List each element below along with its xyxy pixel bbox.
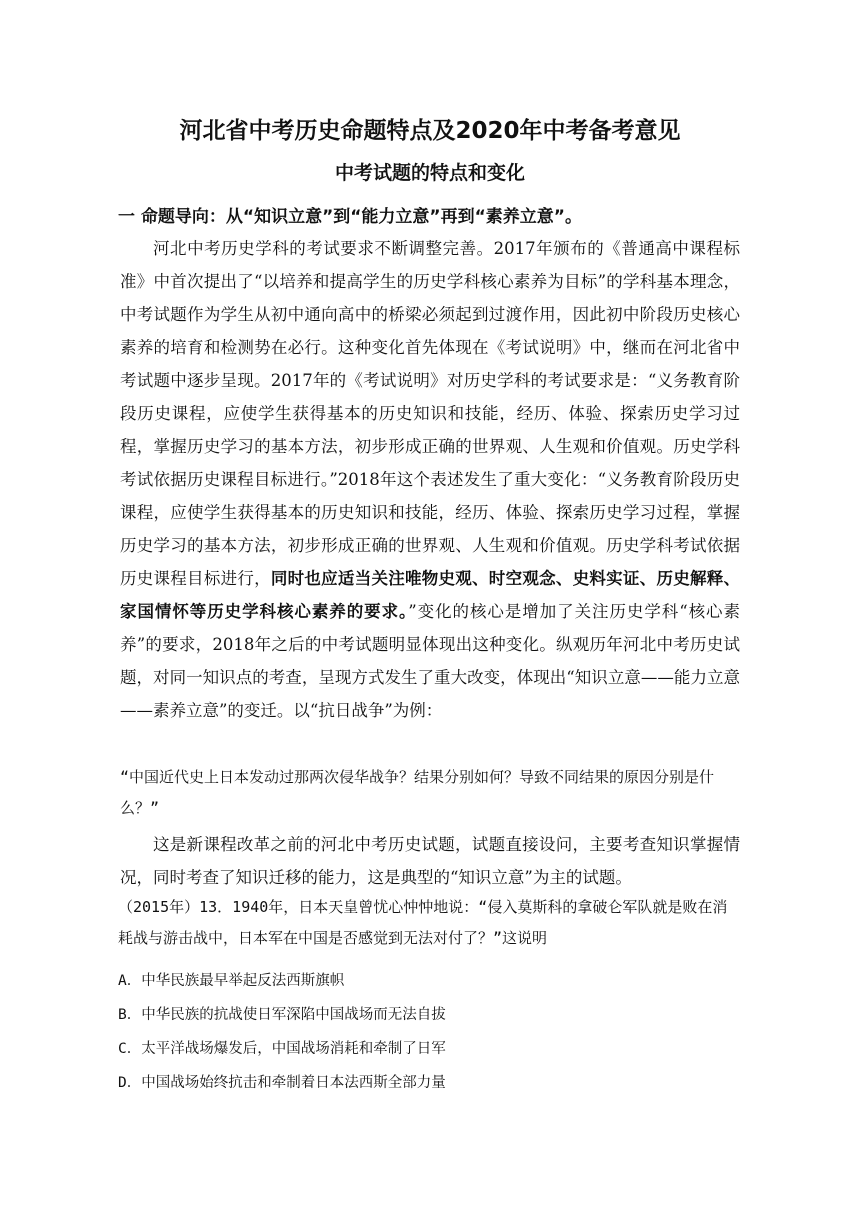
body-paragraph-2: 这是新课程改革之前的河北中考历史试题，试题直接设问，主要考查知识掌握情况，同时考查了知识迁移的能力，这是典型的“知识立意”为主的试题。 (120, 835, 740, 887)
exam-question: （2015年）13．1940年，日本天皇曾忧心忡忡地说：“侵入莫斯科的拿破仑军队就是败在消耗战与游击战中，日本军在中国是否感觉到无法对付了？”这说明 (118, 898, 728, 947)
body-paragraph-1 (120, 232, 740, 727)
paragraph-1-bold-text: 同时也应适当关注唯物史观、时空观念、史料实证、历史解释、家国情怀等历史学科核心素养的要求。 (120, 569, 741, 621)
quoted-question: “中国近代史上日本发动过那两次侵华战争？结果分别如何？导致不同结果的原因分别是什么？” (120, 768, 715, 817)
page-subtitle: 中考试题的特点和变化 (334, 162, 525, 184)
option-c: C．太平洋战场爆发后，中国战场消耗和牵制了日军 (118, 1041, 446, 1057)
option-b: B．中华民族的抗战使日军深陷中国战场而无法自拔 (118, 1007, 446, 1023)
option-a: A．中华民族最早举起反法西斯旗帜 (118, 973, 345, 989)
paragraph-1-text-b: ”变化的核心是增加了关注历史学科“核心素养”的要求，2018年之后的中考试题明显体现出这种变化。纵观历年河北中考历史试题，对同一知识点的考查，呈现方式发生了重大改变，体现出“知识立意——能力立意——素养立意”的变迁。以“抗日战争”为例： (120, 602, 740, 720)
page-title: 河北省中考历史命题特点及2020年中考备考意见 (179, 118, 681, 144)
option-d: D．中国战场始终抗击和牵制着日本法西斯全部力量 (118, 1075, 446, 1091)
section-heading: 一 命题导向：从“知识立意”到“能力立意”再到“素养立意”。 (118, 207, 582, 227)
answer-options (118, 964, 738, 1100)
paragraph-1-text-a: 河北中考历史学科的考试要求不断调整完善。2017年颁布的《普通高中课程标准》中首次提出了“以培养和提高学生的历史学科核心素养为目标”的学科基本理念，中考试题作为学生从初中通向高中的桥梁必须起到过渡作用，因此初中阶段历史核心素养的培育和检测势在必行。这种变化首先体现在《考试说明》中，继而在河北省中考试题中逐步呈现。2017年的《考试说明》对历史学科的考试要求是：“义务教育阶段历史课程，应使学生获得基本的历史知识和技能，经历、体验、探索历史学习过程，掌握历史学习的基本方法，初步形成正确的世界观、人生观和价值观。历史学科考试依据历史课程目标进行。”2018年这个表述发生了重大变化：“义务教育阶段历史课程，应使学生获得基本的历史知识和技能，经历、体验、探索历史学习过程，掌握历史学习的基本方法，初步形成正确的世界观、人生观和价值观。历史学科考试依据历史课程目标进行， (120, 239, 740, 588)
